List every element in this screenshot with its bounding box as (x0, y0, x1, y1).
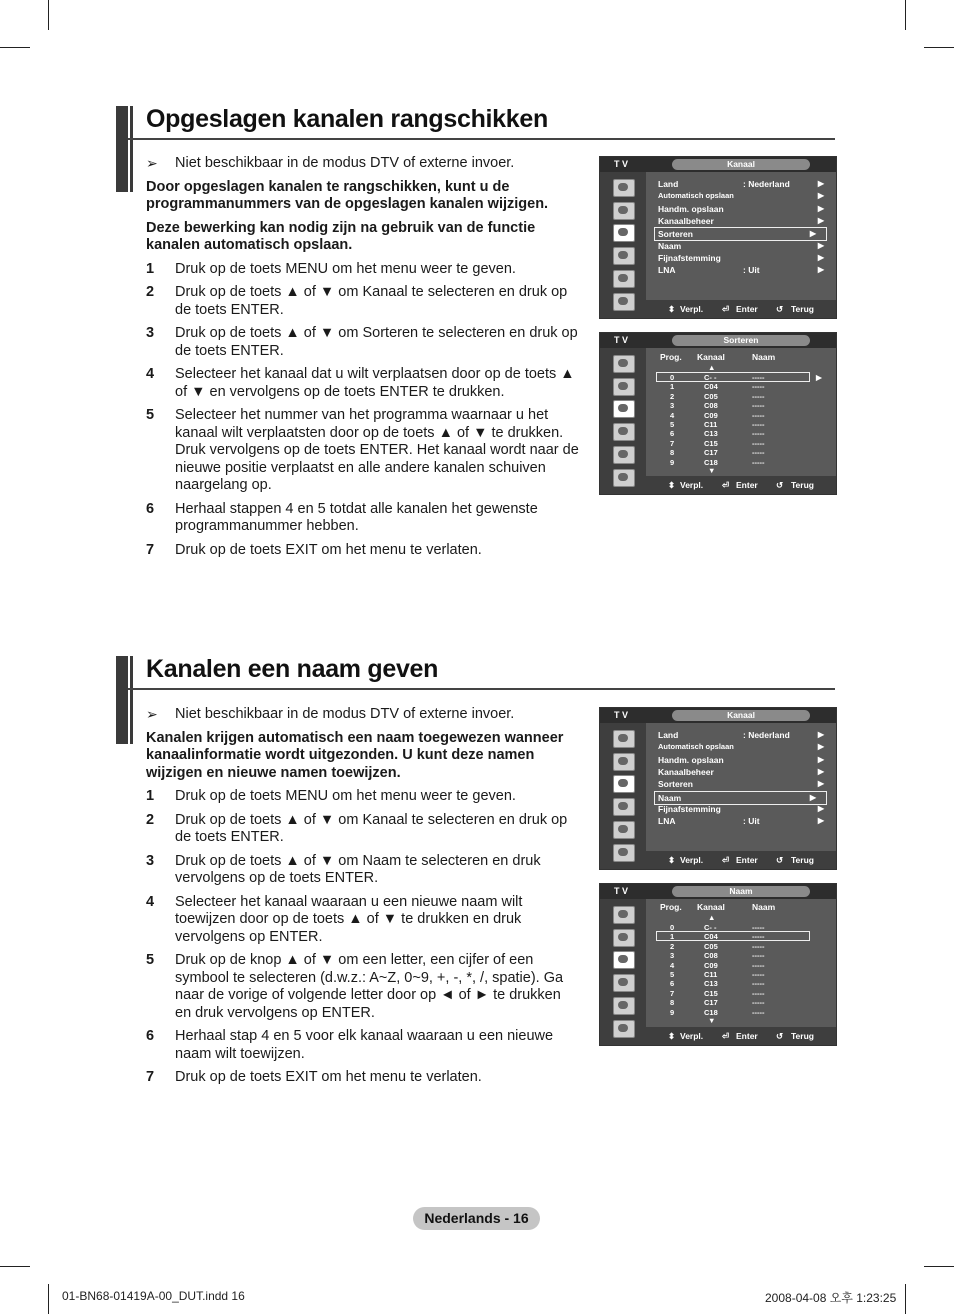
osd-sidebar (600, 899, 646, 1045)
channel-naam: ----- (752, 951, 765, 961)
nav-return: Terug (791, 480, 814, 490)
channel-naam: ----- (752, 970, 765, 979)
osd-header (600, 708, 836, 723)
osd-sidebar (600, 723, 646, 869)
osd-navbar (646, 1027, 836, 1045)
right-arrow-icon: ▶ (816, 373, 822, 382)
channel-naam: ----- (752, 960, 765, 970)
channel-kanaal: C11 (704, 420, 718, 429)
setup-icon (613, 974, 635, 992)
channel-prog: 7 (670, 988, 675, 998)
step-item (146, 261, 580, 279)
channel-prog: 2 (670, 391, 675, 401)
channel-prog: 6 (670, 429, 675, 439)
digital-icon (613, 844, 635, 862)
nav-move: Verpl. (680, 855, 704, 865)
section2-text (146, 706, 580, 1087)
selected-row (656, 931, 810, 941)
channel-naam: ----- (752, 1007, 765, 1017)
step-number: 2 (146, 811, 155, 828)
step-text: Selecteer het nummer van het programma waarnaar u het kanaal wilt verplaatsten door op de toets ▲ of ▼ te drukken. Druk vervolgens op de toets ENTER. Het kanaal wordt naar de nieuwe positie verplaatst en alle andere kanalen schuiven naargelang op. (175, 407, 579, 493)
osd-menu-label: Fijnafstemming (658, 252, 721, 263)
input-icon (613, 446, 635, 464)
right-arrow-icon: ▶ (817, 816, 824, 826)
nav-return: Terug (791, 1031, 814, 1041)
channel-kanaal: C08 (704, 951, 718, 961)
channel-naam: ----- (752, 420, 765, 429)
channel-kanaal: C04 (704, 382, 718, 392)
osd-menu-item[interactable] (658, 741, 834, 753)
step-list (146, 788, 580, 1087)
digital-icon (613, 293, 635, 311)
channel-kanaal: C- - (704, 373, 717, 382)
step-text: Druk op de toets EXIT om het menu te verlaten. (175, 1069, 482, 1085)
osd-menu-item[interactable] (658, 754, 834, 766)
right-arrow-icon: ▶ (817, 215, 824, 225)
section-title: Opgeslagen kanalen rangschikken (146, 105, 548, 133)
right-arrow-icon: ▶ (817, 191, 824, 201)
digital-icon (613, 1020, 635, 1038)
right-arrow-icon: ▶ (809, 229, 816, 239)
step-item (146, 284, 580, 319)
osd-menu-label: Fijnafstemming (658, 803, 721, 814)
nav-move: Verpl. (680, 1031, 704, 1041)
channel-icon (613, 775, 635, 793)
channel-kanaal: C05 (704, 391, 718, 401)
section-bar (130, 656, 133, 744)
enter-icon: ⏎ (722, 304, 730, 314)
right-arrow-icon: ▶ (817, 179, 824, 188)
move-icon: ⬍ (668, 480, 676, 490)
col-prog: Prog. (660, 902, 682, 912)
channel-icon (613, 224, 635, 242)
osd-sidebar (600, 348, 646, 494)
osd-menu-item[interactable] (658, 203, 834, 215)
channel-kanaal: C09 (704, 960, 718, 970)
section-rule (128, 688, 835, 690)
right-arrow-icon: ▶ (817, 754, 824, 764)
col-naam: Naam (752, 902, 776, 912)
right-arrow-icon: ▶ (817, 730, 824, 739)
step-number: 1 (146, 260, 155, 277)
note-text: Niet beschikbaar in de modus DTV of externe invoer. (175, 155, 515, 171)
step-number: 5 (146, 952, 155, 968)
osd-menu-item[interactable] (658, 215, 834, 227)
nav-return: Terug (791, 304, 814, 314)
osd-menu-label: Automatisch opslaan (658, 742, 734, 752)
step-number: 7 (146, 541, 155, 558)
channel-kanaal: C08 (704, 401, 718, 411)
page-number-badge: Nederlands - 16 (413, 1207, 540, 1230)
move-icon: ⬍ (668, 855, 676, 865)
crop-mark (905, 1284, 906, 1314)
osd-menu-label: Automatisch opslaan (658, 191, 734, 201)
channel-kanaal: C13 (704, 979, 718, 989)
osd-menu-label: Naam (658, 240, 682, 251)
channel-kanaal: C15 (704, 438, 718, 448)
channel-kanaal: C17 (704, 448, 718, 458)
col-naam: Naam (752, 352, 776, 362)
step-text: Druk op de toets EXIT om het menu te verlaten. (175, 541, 482, 558)
move-icon: ⬍ (668, 1031, 676, 1041)
osd-menu-label: Sorteren (658, 779, 693, 790)
channel-naam: ----- (752, 382, 765, 392)
enter-icon: ⏎ (722, 855, 730, 865)
input-icon (613, 270, 635, 288)
crop-mark (0, 47, 30, 48)
enter-icon: ⏎ (722, 480, 730, 490)
osd-menu-item[interactable] (658, 766, 834, 778)
channel-kanaal: C18 (704, 1007, 718, 1017)
channel-prog: 8 (670, 998, 675, 1008)
step-number: 7 (146, 1069, 155, 1085)
step-item (146, 788, 580, 806)
sound-icon (613, 753, 635, 771)
return-icon: ↺ (776, 1031, 784, 1041)
step-number: 2 (146, 284, 155, 300)
step-text: Druk op de toets ▲ of ▼ om Sorteren te selecteren en druk op de toets ENTER. (175, 325, 578, 359)
channel-icon (613, 951, 635, 969)
osd-menu-label: Naam (658, 792, 682, 803)
channel-prog: 5 (670, 420, 675, 429)
channel-prog: 3 (670, 401, 675, 411)
osd-sidebar (600, 172, 646, 318)
step-list (146, 261, 580, 560)
step-text: Druk op de toets ▲ of ▼ om Kanaal te selecteren en druk op de toets ENTER. (175, 811, 568, 845)
return-icon: ↺ (776, 480, 784, 490)
osd-sorteren-list (599, 332, 837, 495)
channel-prog: 0 (670, 923, 675, 932)
intro-paragraph: Door opgeslagen kanalen te rangschikken, kunt u de programmanummers van de opgeslagen kanalen wijzigen. (146, 178, 549, 212)
osd-title: Kanaal (672, 159, 810, 170)
section-bar (130, 106, 133, 192)
osd-menu-item[interactable] (658, 264, 834, 276)
channel-kanaal: C05 (704, 941, 718, 951)
section-bar (116, 106, 128, 192)
channel-kanaal: C13 (704, 429, 718, 439)
move-icon: ⬍ (668, 304, 676, 314)
nav-move: Verpl. (680, 480, 704, 490)
step-text: Druk op de toets ▲ of ▼ om Naam te selecteren en druk vervolgens op de toets ENTER. (175, 852, 541, 886)
channel-kanaal: C09 (704, 410, 718, 420)
intro-paragraph: Kanalen krijgen automatisch een naam toegewezen wanneer kanaalinformatie wordt uitgezonden. U kunt deze namen wijzigen en nieuwe namen toewijzen. (146, 729, 564, 781)
arrow-icon: ➢ (146, 706, 158, 722)
channel-naam: ----- (752, 988, 765, 998)
osd-menu-value: : Nederland (743, 179, 790, 189)
osd-menu-item[interactable] (658, 815, 834, 827)
step-text: Selecteer het kanaal dat u wilt verplaatsen door op de toets ▲ of ▼ en vervolgens op de toets ENTER te drukken. (175, 366, 575, 400)
crop-mark (0, 1266, 30, 1267)
section1-text (146, 155, 580, 559)
osd-menu-label: Handm. opslaan (658, 754, 724, 765)
arrow-icon: ➢ (146, 155, 158, 171)
right-arrow-icon: ▶ (809, 792, 816, 802)
osd-tv-label: T V (614, 159, 629, 169)
section-bar (116, 656, 128, 744)
osd-menu-label: Kanaalbeheer (658, 766, 714, 777)
right-arrow-icon: ▶ (817, 203, 824, 213)
channel-naam: ----- (752, 438, 765, 448)
step-item (146, 407, 580, 495)
selected-row (656, 372, 810, 382)
step-number: 6 (146, 1028, 155, 1044)
right-arrow-icon: ▶ (817, 779, 824, 789)
step-item (146, 1069, 580, 1087)
nav-return: Terug (791, 855, 814, 865)
right-arrow-icon: ▶ (817, 803, 824, 813)
input-icon (613, 821, 635, 839)
osd-menu-item[interactable] (658, 729, 834, 741)
channel-prog: 4 (670, 960, 675, 970)
down-arrow-icon: ▼ (708, 1016, 716, 1025)
channel-naam: ----- (752, 932, 765, 942)
setup-icon (613, 798, 635, 816)
right-arrow-icon: ▶ (817, 240, 824, 250)
channel-prog: 1 (670, 382, 675, 392)
channel-prog: 2 (670, 941, 675, 951)
step-item (146, 325, 580, 360)
crop-mark (905, 0, 906, 30)
osd-menu-value: : Uit (743, 816, 760, 827)
note (146, 706, 580, 724)
step-text: Selecteer het kanaal waaraan u een nieuwe naam wilt toewijzen door op de toets ▲ of ▼ te drukken en druk vervolgens op ENTER. (175, 893, 523, 945)
up-arrow-icon: ▲ (708, 363, 716, 372)
osd-menu-label: Kanaalbeheer (658, 215, 714, 226)
osd-tv-label: T V (614, 710, 629, 720)
osd-menu-item[interactable] (658, 803, 834, 815)
step-text: Herhaal stappen 4 en 5 totdat alle kanalen het gewenste programmanummer hebben. (175, 500, 538, 534)
osd-menu-value: : Uit (743, 265, 760, 276)
osd-menu-item[interactable] (658, 190, 834, 202)
channel-naam: ----- (752, 941, 765, 951)
channel-naam: ----- (752, 391, 765, 401)
channel-prog: 9 (670, 457, 675, 467)
osd-menu-item[interactable] (658, 178, 834, 190)
channel-naam: ----- (752, 457, 765, 467)
down-arrow-icon: ▼ (708, 466, 716, 475)
channel-prog: 5 (670, 970, 675, 979)
step-number: 3 (146, 852, 155, 869)
channel-kanaal: C17 (704, 998, 718, 1008)
channel-icon (613, 400, 635, 418)
step-item (146, 952, 580, 1022)
step-item (146, 812, 580, 847)
enter-icon: ⏎ (722, 1031, 730, 1041)
step-text: Druk op de knop ▲ of ▼ om een letter, een cijfer of een symbool te selecteren (d.w.z.: A~Z, 0~9, +, -, *, /, spatie). Ga naar de vorige of volgende letter door op ◄ of ► te drukken en druk vervolgens op ENTER. (175, 952, 564, 1021)
osd-title: Sorteren (672, 335, 810, 346)
note (146, 155, 580, 173)
channel-prog: 4 (670, 410, 675, 420)
step-text: Druk op de toets MENU om het menu weer te geven. (175, 260, 516, 277)
osd-title: Naam (672, 886, 810, 897)
channel-naam: ----- (752, 998, 765, 1008)
osd-header (600, 884, 836, 899)
osd-menu-item[interactable] (658, 240, 834, 252)
input-icon (613, 997, 635, 1015)
channel-naam: ----- (752, 429, 765, 439)
osd-menu-label: Land (658, 179, 679, 189)
right-arrow-icon: ▶ (817, 252, 824, 262)
channel-naam: ----- (752, 448, 765, 458)
osd-menu-label: LNA (658, 265, 676, 276)
step-item (146, 542, 580, 560)
osd-header (600, 157, 836, 172)
crop-mark (48, 1284, 49, 1314)
step-number: 1 (146, 788, 155, 804)
step-item (146, 853, 580, 888)
channel-prog: 0 (670, 373, 675, 382)
channel-kanaal: C11 (704, 970, 718, 979)
channel-kanaal: C04 (704, 932, 718, 942)
picture-icon (613, 906, 635, 924)
return-icon: ↺ (776, 855, 784, 865)
section-title: Kanalen een naam geven (146, 655, 439, 683)
osd-title: Kanaal (672, 710, 810, 721)
sound-icon (613, 929, 635, 947)
picture-icon (613, 355, 635, 373)
step-number: 4 (146, 893, 155, 910)
osd-navbar (646, 476, 836, 494)
osd-header (600, 333, 836, 348)
channel-kanaal: C15 (704, 988, 718, 998)
step-text: Druk op de toets MENU om het menu weer te geven. (175, 788, 516, 804)
channel-prog: 9 (670, 1007, 675, 1017)
osd-navbar (646, 851, 836, 869)
digital-icon (613, 469, 635, 487)
right-arrow-icon: ▶ (817, 766, 824, 776)
intro-paragraph: Deze bewerking kan nodig zijn na gebruik van de functie kanalen automatisch opslaan. (146, 219, 536, 253)
nav-move: Verpl. (680, 304, 704, 314)
nav-enter: Enter (736, 480, 758, 490)
sound-icon (613, 378, 635, 396)
nav-enter: Enter (736, 304, 758, 314)
step-number: 4 (146, 366, 155, 382)
osd-kanaal-menu (599, 707, 837, 870)
channel-prog: 8 (670, 448, 675, 458)
channel-prog: 6 (670, 979, 675, 989)
picture-icon (613, 179, 635, 197)
crop-mark (924, 47, 954, 48)
picture-icon (613, 730, 635, 748)
step-item (146, 1028, 580, 1063)
col-kanaal: Kanaal (697, 352, 725, 362)
date-slug: 2008-04-08 오후 1:23:25 (765, 1291, 897, 1305)
channel-naam: ----- (752, 923, 765, 932)
nav-enter: Enter (736, 855, 758, 865)
up-arrow-icon: ▲ (708, 913, 716, 922)
osd-menu-label: Handm. opslaan (658, 203, 724, 214)
channel-kanaal: C- - (704, 923, 717, 932)
osd-menu-label: Sorteren (658, 229, 693, 240)
step-text: Druk op de toets ▲ of ▼ om Kanaal te selecteren en druk op de toets ENTER. (175, 284, 568, 318)
col-kanaal: Kanaal (697, 902, 725, 912)
col-prog: Prog. (660, 352, 682, 362)
osd-menu-label: LNA (658, 816, 676, 827)
step-item (146, 894, 580, 947)
osd-navbar (646, 300, 836, 318)
channel-naam: ----- (752, 410, 765, 420)
osd-tv-label: T V (614, 886, 629, 896)
osd-menu-item[interactable] (658, 252, 834, 264)
channel-prog: 1 (670, 932, 675, 942)
step-item (146, 366, 580, 401)
crop-mark (924, 1266, 954, 1267)
osd-menu-value: : Nederland (743, 730, 790, 740)
right-arrow-icon: ▶ (817, 265, 824, 275)
section-rule (128, 138, 835, 140)
channel-prog: 3 (670, 951, 675, 961)
right-arrow-icon: ▶ (817, 742, 824, 752)
note-text: Niet beschikbaar in de modus DTV of externe invoer. (175, 706, 515, 722)
step-number: 3 (146, 325, 155, 341)
step-text: Herhaal stap 4 en 5 voor elk kanaal waaraan u een nieuwe naam wilt toewijzen. (175, 1028, 554, 1062)
channel-naam: ----- (752, 979, 765, 989)
step-number: 5 (146, 407, 155, 423)
osd-tv-label: T V (614, 335, 629, 345)
step-item (146, 501, 580, 536)
crop-mark (48, 0, 49, 30)
osd-menu-item[interactable] (658, 778, 834, 790)
channel-kanaal: C18 (704, 457, 718, 467)
return-icon: ↺ (776, 304, 784, 314)
file-slug: 01-BN68-01419A-00_DUT.indd 16 (62, 1289, 245, 1303)
channel-naam: ----- (752, 373, 765, 382)
channel-naam: ----- (752, 401, 765, 411)
osd-menu-label: Land (658, 730, 679, 740)
osd-naam-list (599, 883, 837, 1046)
osd-kanaal-menu (599, 156, 837, 319)
sound-icon (613, 202, 635, 220)
step-number: 6 (146, 500, 155, 517)
nav-enter: Enter (736, 1031, 758, 1041)
setup-icon (613, 423, 635, 441)
channel-prog: 7 (670, 438, 675, 448)
setup-icon (613, 247, 635, 265)
